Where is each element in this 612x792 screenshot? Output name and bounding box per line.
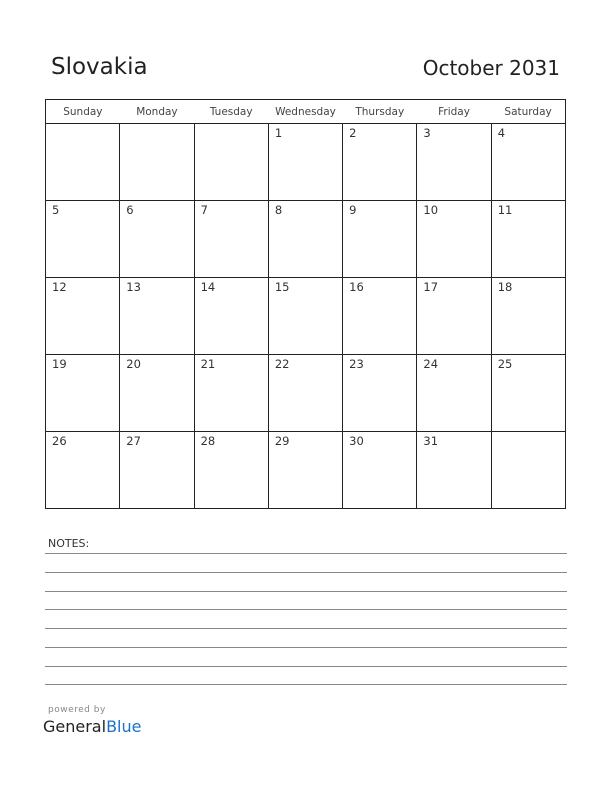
day-cell[interactable] (343, 355, 417, 432)
notes-line (45, 684, 567, 685)
day-cell[interactable] (343, 201, 417, 278)
day-cell[interactable] (417, 278, 491, 355)
day-cell[interactable] (268, 278, 342, 355)
day-number: 31 (423, 434, 439, 448)
day-number: 26 (52, 434, 67, 448)
day-cell[interactable] (194, 278, 268, 355)
notes-line (45, 572, 567, 573)
powered-by-text: powered by (48, 705, 106, 715)
day-cell[interactable] (417, 201, 491, 278)
day-number (492, 432, 565, 434)
day-cell[interactable] (268, 432, 342, 509)
day-number: 9 (349, 203, 357, 217)
day-number: 6 (126, 203, 134, 217)
logo-blue: Blue (106, 717, 142, 736)
day-cell[interactable] (120, 201, 194, 278)
weekday-header: Friday (417, 100, 491, 124)
week-row (46, 278, 566, 355)
logo-general: General (43, 717, 107, 736)
day-number: 4 (497, 126, 506, 140)
day-cell[interactable] (343, 124, 417, 201)
day-cell[interactable] (194, 432, 268, 509)
day-number: 23 (349, 357, 364, 371)
day-cell[interactable] (417, 432, 491, 509)
notes-line (45, 666, 567, 667)
day-cell[interactable] (120, 124, 194, 201)
day-cell[interactable] (491, 355, 565, 432)
day-number: 7 (200, 203, 208, 217)
weekday-header: Monday (120, 100, 194, 124)
generalblue-logo (43, 717, 141, 736)
day-cell[interactable] (46, 124, 120, 201)
weekday-header: Wednesday (268, 100, 342, 124)
weekday-header: Sunday (46, 100, 120, 124)
day-number: 25 (497, 357, 513, 371)
day-number: 29 (274, 434, 290, 448)
day-cell[interactable] (268, 124, 342, 201)
day-number: 14 (200, 280, 216, 294)
day-cell[interactable] (491, 278, 565, 355)
day-cell[interactable] (120, 432, 194, 509)
day-cell[interactable] (46, 278, 120, 355)
notes-line (45, 609, 567, 610)
day-number: 2 (349, 126, 357, 140)
day-cell[interactable] (417, 124, 491, 201)
week-row (46, 432, 566, 509)
weekday-header: Thursday (343, 100, 417, 124)
day-cell[interactable] (46, 432, 120, 509)
day-number (46, 124, 119, 126)
week-row (46, 124, 566, 201)
day-number: 3 (423, 126, 431, 140)
day-number: 18 (497, 280, 513, 294)
notes-line (45, 591, 567, 592)
week-row (46, 355, 566, 432)
weekday-header: Saturday (491, 100, 565, 124)
day-number: 16 (349, 280, 364, 294)
day-number: 13 (126, 280, 141, 294)
day-number: 12 (52, 280, 67, 294)
day-cell[interactable] (194, 124, 268, 201)
day-number: 30 (349, 434, 364, 448)
day-cell[interactable] (46, 355, 120, 432)
day-cell[interactable] (194, 355, 268, 432)
day-number: 21 (200, 357, 216, 371)
day-number (120, 124, 193, 126)
day-number: 8 (274, 203, 283, 217)
day-cell[interactable] (343, 278, 417, 355)
week-row (46, 201, 566, 278)
day-cell[interactable] (343, 432, 417, 509)
country-title: Slovakia (51, 54, 148, 80)
notes-line (45, 553, 567, 554)
day-number: 5 (52, 203, 60, 217)
day-number: 19 (52, 357, 67, 371)
day-cell[interactable] (120, 355, 194, 432)
day-cell[interactable] (268, 201, 342, 278)
day-number (195, 124, 268, 126)
day-number: 27 (126, 434, 141, 448)
month-title: October 2031 (422, 56, 560, 80)
weekday-header-row (46, 100, 566, 124)
day-number: 10 (423, 203, 439, 217)
day-cell[interactable] (268, 355, 342, 432)
day-number: 22 (274, 357, 290, 371)
notes-line (45, 628, 567, 629)
day-cell[interactable] (491, 432, 565, 509)
day-cell[interactable] (491, 201, 565, 278)
weekday-header: Tuesday (194, 100, 268, 124)
calendar-grid (45, 99, 566, 509)
day-cell[interactable] (120, 278, 194, 355)
day-number: 15 (274, 280, 290, 294)
day-number: 17 (423, 280, 439, 294)
day-cell[interactable] (46, 201, 120, 278)
day-number: 1 (274, 126, 283, 140)
day-cell[interactable] (194, 201, 268, 278)
notes-label: NOTES: (48, 537, 90, 550)
day-cell[interactable] (491, 124, 565, 201)
day-number: 20 (126, 357, 141, 371)
day-number: 11 (497, 203, 513, 217)
day-number: 24 (423, 357, 439, 371)
day-cell[interactable] (417, 355, 491, 432)
notes-line (45, 647, 567, 648)
day-number: 28 (200, 434, 216, 448)
